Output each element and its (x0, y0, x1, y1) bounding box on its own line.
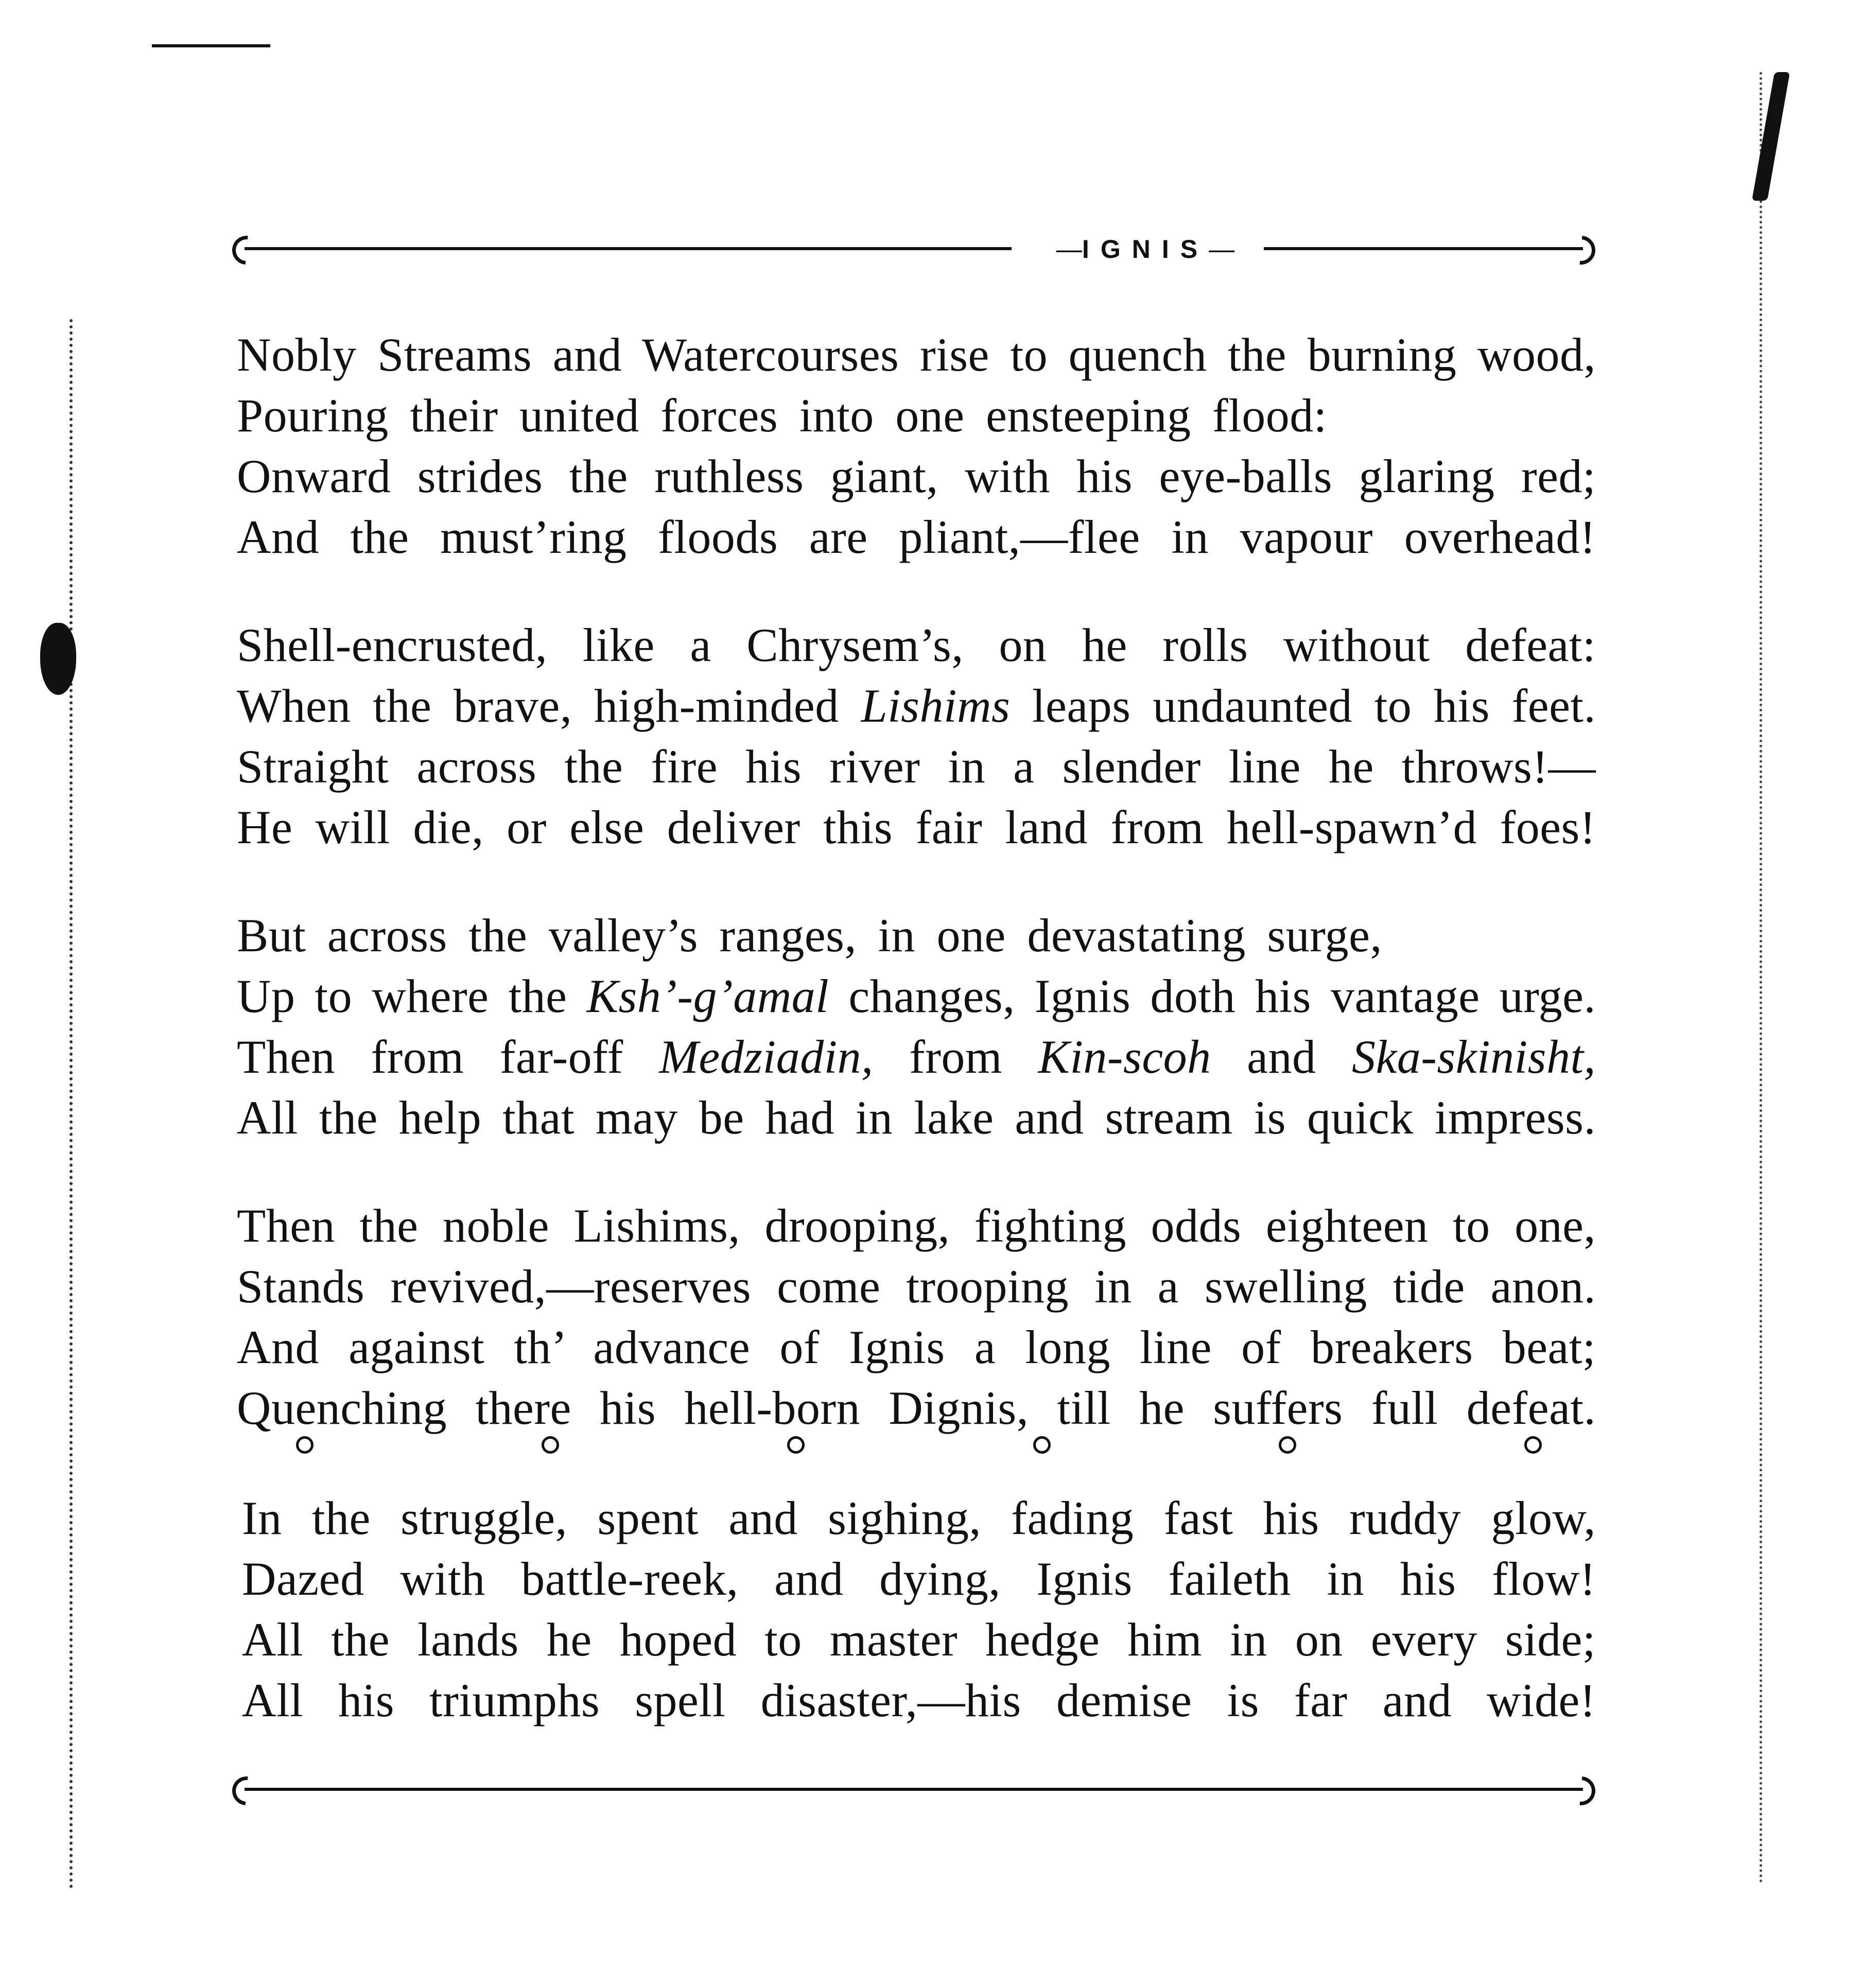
footer-rule (234, 1773, 1593, 1804)
poem-line: Nobly Streams and Watercourses rise to quench the burning wood, (237, 328, 1596, 381)
line-segment: leaps undaunted to his feet. (1032, 679, 1596, 732)
place-name: Lishims (861, 679, 1011, 732)
rule-line-left (245, 247, 1012, 250)
header-rule (234, 233, 1593, 264)
line-segment: Then from far-off (237, 1031, 623, 1083)
line-segment: When the brave, high-minded (237, 679, 839, 732)
stanza-1 (237, 324, 1596, 567)
place-name: Ska-skinisht, (1351, 1031, 1596, 1083)
line-segment: from (909, 1031, 1002, 1083)
stanza-3 (237, 905, 1596, 1148)
ornament-circle (1279, 1436, 1296, 1454)
poem-line: But across the valley’s ranges, in one devastating surge, (237, 909, 1382, 962)
rule-line-right (1264, 247, 1583, 250)
page-edge-dots (1760, 72, 1762, 1884)
line-segment: and (1247, 1031, 1316, 1083)
stanza-4 (237, 1195, 1596, 1438)
poem-line (237, 675, 1596, 736)
poem-line: Stands revived,—reserves come trooping in a swelling tide anon. (237, 1260, 1596, 1313)
ink-blot (40, 623, 76, 695)
poem-line: Then the noble Lishims, drooping, fighting odds eighteen to one, (237, 1199, 1596, 1252)
poem-line: He will die, or else deliver this fair land from hell-spawn’d foes! (237, 801, 1596, 853)
line-segment: Up to where the (237, 970, 567, 1022)
place-name: Ksh’-g’amal (586, 970, 829, 1022)
running-title: —IGNIS— (1056, 235, 1235, 264)
poem-line: And against th’ advance of Ignis a long line of breakers beat; (237, 1321, 1596, 1373)
ornament-circle (1033, 1436, 1051, 1454)
place-name: Kin-scoh (1038, 1031, 1211, 1083)
poem-line: All his triumphs spell disaster,—his demise is far and wide! (242, 1674, 1596, 1727)
scan-mark (152, 44, 270, 47)
poem-line: All the help that may be had in lake and stream is quick impress. (237, 1091, 1596, 1144)
poem-line: And the must’ring floods are pliant,—flee in vapour overhead! (237, 511, 1596, 563)
poem-body (237, 324, 1596, 1486)
section-break-ornaments (296, 1436, 1542, 1454)
ornament-circle (542, 1436, 559, 1454)
poem-line (237, 1026, 1596, 1087)
binding-dotted-edge (69, 319, 73, 1889)
stanza-2 (237, 615, 1596, 858)
rule-curl-left (227, 1771, 267, 1811)
stanza-5 (242, 1488, 1596, 1731)
poem-line: Onward strides the ruthless giant, with his eye-balls glaring red; (237, 450, 1596, 502)
page-edge-mark (1752, 72, 1790, 201)
poem-line (237, 966, 1596, 1026)
rule-curl-right (1561, 230, 1602, 271)
ornament-circle (296, 1436, 314, 1454)
line-segment: changes, Ignis doth his vantage urge. (848, 970, 1596, 1022)
rule-curl-left (227, 230, 267, 271)
poem-line: Straight across the fire his river in a slender line he throws!— (237, 740, 1596, 793)
poem-line: Shell-encrusted, like a Chrysem’s, on he rolls without defeat: (237, 619, 1596, 671)
poem-line: Dazed with battle-reek, and dying, Ignis faileth in his flow! (242, 1553, 1596, 1605)
rule-line (245, 1788, 1583, 1791)
ornament-circle (1524, 1436, 1542, 1454)
rule-curl-right (1561, 1771, 1602, 1811)
ornament-circle (787, 1436, 805, 1454)
place-name: Medziadin, (659, 1031, 874, 1083)
poem-line: Quenching there his hell-born Dignis, till he suffers full defeat. (237, 1382, 1596, 1434)
poem-line: Pouring their united forces into one ensteeping flood: (237, 389, 1327, 442)
poem-line: In the struggle, spent and sighing, fading fast his ruddy glow, (242, 1492, 1596, 1544)
poem-line: All the lands he hoped to master hedge him in on every side; (242, 1613, 1596, 1666)
running-title-text: IGNIS (1082, 235, 1209, 264)
